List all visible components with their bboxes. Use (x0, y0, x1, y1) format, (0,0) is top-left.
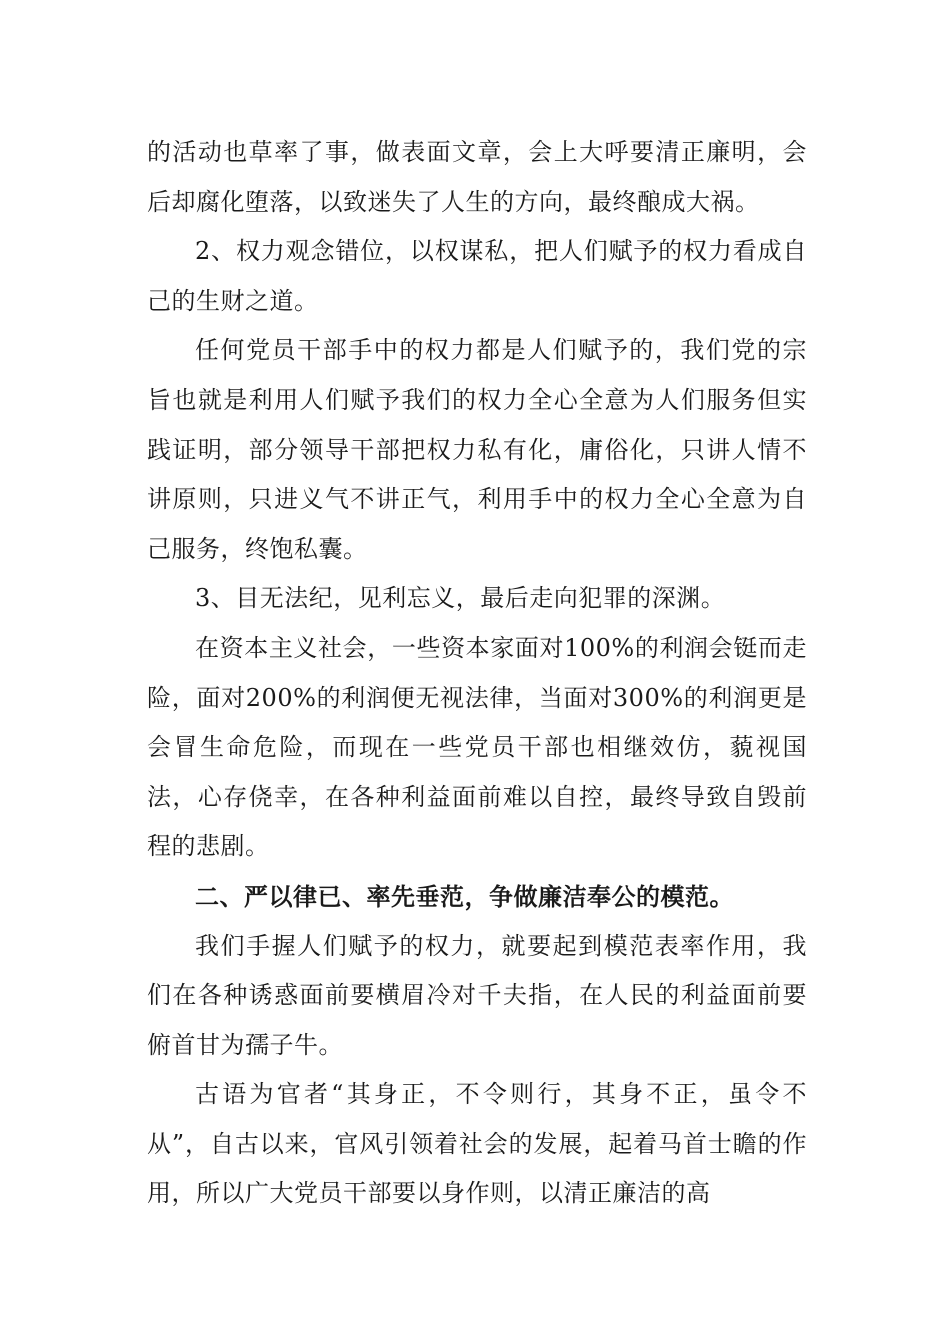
paragraph-point-2: 2、权力观念错位，以权谋私，把人们赋予的权力看成自己的生财之道。 (147, 237, 807, 315)
paragraph-continuation: 的活动也草率了事，做表面文章，会上大呼要清正廉明，会后却腐化堕落，以致迷失了人生的方向，最终酿成大祸。 (147, 138, 807, 216)
section-heading-2: 二、严以律已、率先垂范，争做廉洁奉公的模范。 (195, 881, 734, 911)
paragraph-role-model: 我们手握人们赋予的权力，就要起到模范表率作用，我们在各种诱惑面前要横眉冷对千夫指，在人民的利益面前要俯首甘为孺子牛。 (147, 931, 807, 1059)
paragraph-point-3: 3、目无法纪，见利忘义，最后走向犯罪的深渊。 (195, 584, 726, 613)
document-body (147, 128, 807, 1219)
paragraph-power-explanation: 任何党员干部手中的权力都是人们赋予的，我们党的宗旨也就是利用人们赋予我们的权力全心全意为人们服务但实践证明，部分领导干部把权力私有化，庸俗化，只讲人情不讲原则，只进义气不讲正气，利用手中的权力全心全意为自己服务，终饱私囊。 (147, 336, 807, 563)
paragraph-capitalism: 在资本主义社会，一些资本家面对100%的利润会铤而走险，面对200%的利润便无视法律，当面对300%的利润更是会冒生命危险，而现在一些党员干部也相继效仿，藐视国法，心存侥幸，在各种利益面前难以自控，最终导致自毁前程的悲剧。 (147, 633, 807, 861)
paragraph-ancient-saying: 古语为官者“其身正，不令则行，其身不正，虽令不从”，自古以来，官风引领着社会的发展，起着马首士瞻的作用，所以广大党员干部要以身作则，以清正廉洁的高 (147, 1080, 807, 1208)
